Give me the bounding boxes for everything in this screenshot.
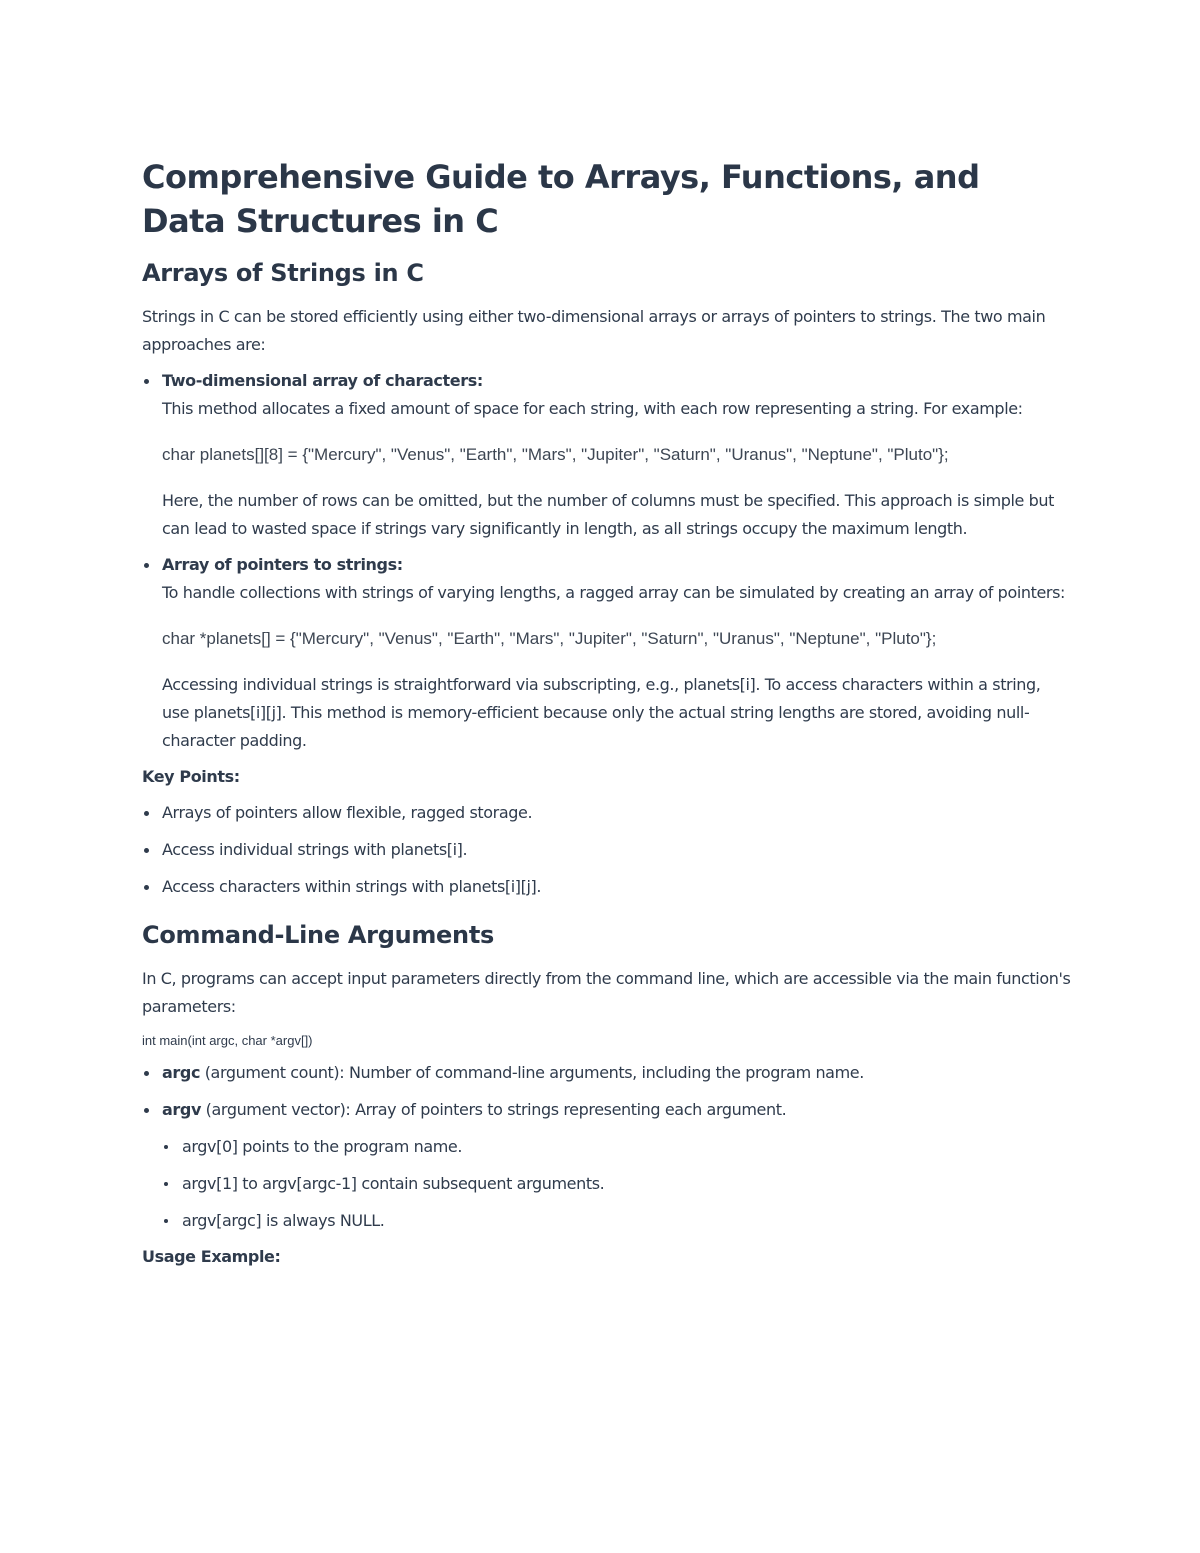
definition: (argument count): Number of command-line arguments, including the program name. [200, 1063, 864, 1082]
approach-title: Two-dimensional array of characters: [162, 371, 483, 390]
list-item: Access individual strings with planets[i]. [142, 836, 1072, 864]
list-item-argv [142, 1096, 1072, 1124]
code-example: char planets[][8] = {"Mercury", "Venus", "Earth", "Mars", "Jupiter", "Saturn", "Uranus", "Neptune", "Pluto"}; [162, 445, 949, 464]
term: argv [162, 1100, 201, 1119]
section-intro: Strings in C can be stored efficiently using either two-dimensional arrays or arrays of pointers to strings. The two main approaches are: [142, 307, 1046, 354]
definition: (argument vector): Array of pointers to strings representing each argument. [200, 1100, 787, 1119]
approach-description: To handle collections with strings of varying lengths, a ragged array can be simulated by creating an array of pointers: [162, 583, 1066, 602]
approach-title: Array of pointers to strings: [162, 555, 403, 574]
approach-list [142, 367, 1072, 755]
list-item-approach-2d-array [142, 367, 1072, 543]
section-intro: In C, programs can accept input parameters directly from the command line, which are accessible via the main function's parameters: [142, 969, 1071, 1016]
document-page [142, 155, 1072, 1271]
code-example: int main(int argc, char *argv[]) [142, 1033, 313, 1048]
section-heading-command-line-arguments: Command-Line Arguments [142, 921, 494, 949]
approach-description: This method allocates a fixed amount of space for each string, with each row representing a string. For example: [162, 399, 1023, 418]
document-title: Comprehensive Guide to Arrays, Functions, and Data Structures in C [142, 158, 980, 240]
list-item-argc [142, 1059, 1072, 1087]
sub-list-item: argv[0] points to the program name. [142, 1133, 1072, 1161]
key-points-list [142, 799, 1072, 901]
usage-example-label: Usage Example: [142, 1247, 281, 1266]
section-heading-arrays-of-strings: Arrays of Strings in C [142, 259, 424, 287]
argument-list [142, 1059, 1072, 1235]
list-item-approach-pointer-array [142, 551, 1072, 755]
list-item: Access characters within strings with planets[i][j]. [142, 873, 1072, 901]
list-item: Arrays of pointers allow flexible, ragged storage. [142, 799, 1072, 827]
code-example: char *planets[] = {"Mercury", "Venus", "Earth", "Mars", "Jupiter", "Saturn", "Uranus", "Neptune", "Pluto"}; [162, 629, 937, 648]
key-points-label: Key Points: [142, 767, 240, 786]
sub-list-item: argv[argc] is always NULL. [142, 1207, 1072, 1235]
term: argc [162, 1063, 201, 1082]
approach-note: Accessing individual strings is straightforward via subscripting, e.g., planets[i]. To access characters within a string, use planets[i][j]. This method is memory-efficient because only the actual string lengths are stored, avoiding null-character padding. [162, 675, 1041, 750]
sub-list-item: argv[1] to argv[argc-1] contain subsequent arguments. [142, 1170, 1072, 1198]
approach-note: Here, the number of rows can be omitted, but the number of columns must be specified. This approach is simple but can lead to wasted space if strings vary significantly in length, as all strings occupy the maximum length. [162, 491, 1055, 538]
